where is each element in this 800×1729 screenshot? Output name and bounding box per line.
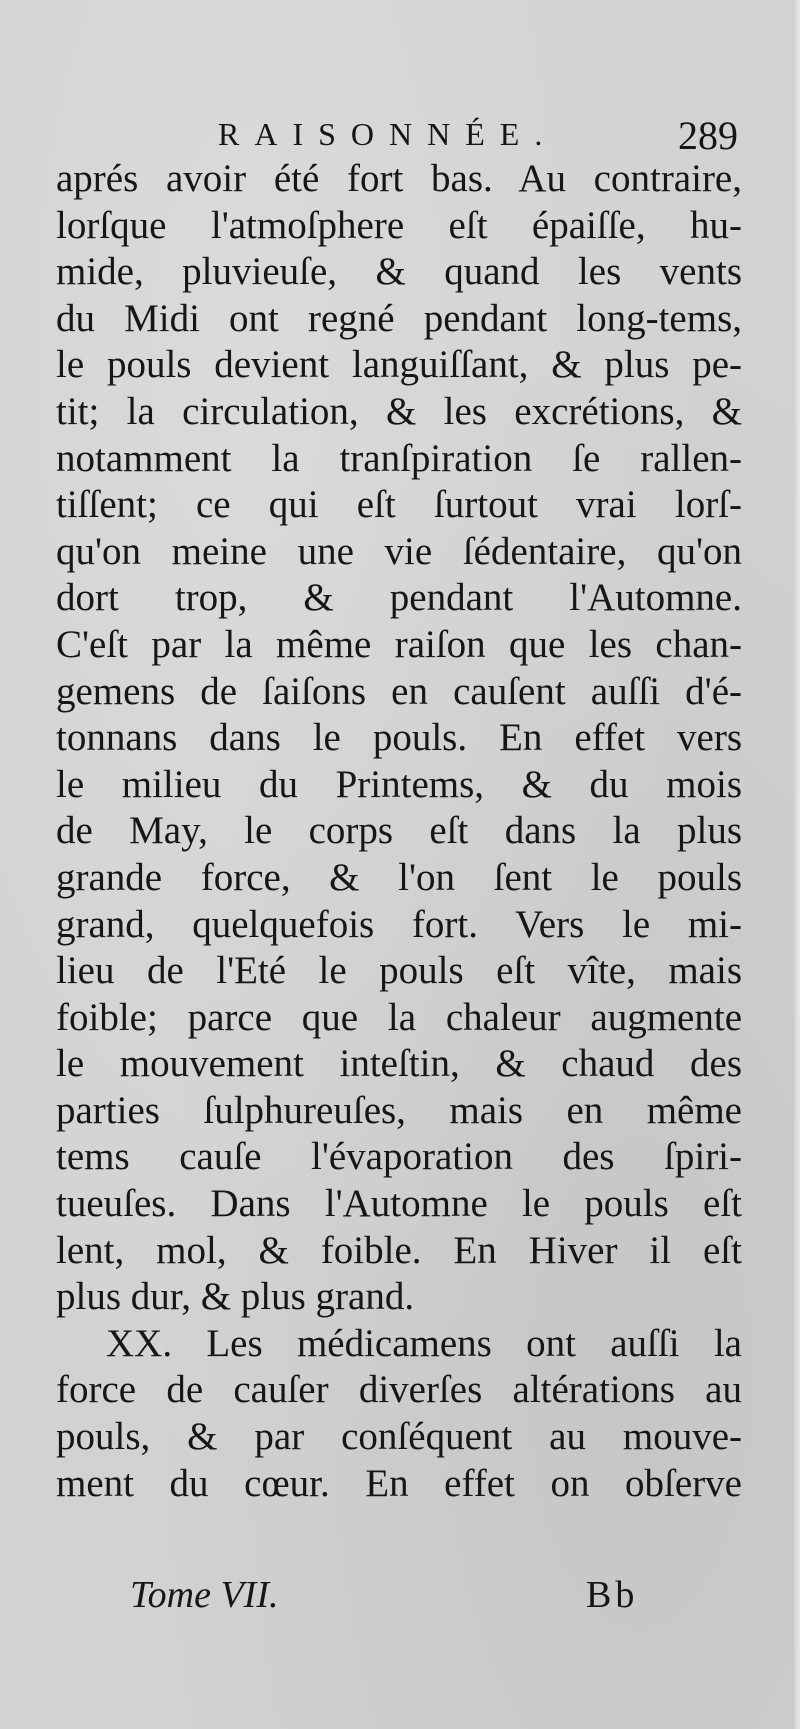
text-line: mide, pluvieuſe, & quand les vents — [56, 250, 742, 294]
page-number: 289 — [678, 113, 738, 158]
body-text — [56, 156, 742, 1507]
text-line: tonnans dans le pouls. En effet vers — [56, 716, 742, 760]
page-edge — [794, 0, 800, 1729]
text-line: tueuſes. Dans l'Automne le pouls eſt — [56, 1182, 742, 1226]
text-line: qu'on meine une vie ſédentaire, qu'on — [56, 529, 742, 573]
text-line: notamment la tranſpiration ſe rallen- — [56, 436, 742, 480]
paragraph-end-line: plus dur, & plus grand. — [56, 1275, 415, 1319]
text-line: lent, mol, & foible. En Hiver il eſt — [56, 1228, 742, 1272]
text-line: lorſque l'atmoſphere eſt épaiſſe, hu- — [56, 203, 742, 247]
text-line: dort trop, & pendant l'Automne. — [56, 576, 742, 620]
text-line: ment du cœur. En effet on obſerve — [56, 1461, 742, 1505]
text-line: le milieu du Printems, & du mois — [56, 762, 742, 806]
text-line: grande force, & l'on ſent le pouls — [56, 855, 742, 899]
text-line: le pouls devient languiſſant, & plus pe- — [56, 343, 742, 387]
text-line: aprés avoir été fort bas. Au contraire, — [56, 157, 742, 200]
page-header — [58, 112, 738, 160]
text-line: lieu de l'Eté le pouls eſt vîte, mais — [56, 949, 742, 993]
text-line: foible; parce que la chaleur augmente — [56, 995, 742, 1039]
page-footer — [130, 1573, 670, 1621]
text-line: gemens de ſaiſons en cauſent auſſi d'é- — [56, 669, 742, 713]
text-line: force de cauſer diverſes altérations au — [56, 1368, 742, 1412]
text-line: tems cauſe l'évaporation des ſpiri- — [56, 1135, 742, 1179]
signature-mark: Bb — [586, 1574, 639, 1616]
text-line: tiſſent; ce qui eſt ſurtout vrai lorſ- — [56, 483, 742, 527]
volume-label: Tome VII. — [130, 1574, 279, 1616]
text-line: le mouvement inteſtin, & chaud des — [56, 1042, 742, 1086]
text-line: tit; la circulation, & les excrétions, & — [56, 389, 742, 433]
text-line: C'eſt par la même raiſon que les chan- — [56, 622, 742, 666]
text-line: du Midi ont regné pendant long-tems, — [56, 296, 742, 340]
text-line: pouls, & par conſéquent au mouve- — [56, 1415, 742, 1459]
running-title: RAISONNÉE. — [218, 116, 558, 152]
section-start-line: XX. Les médicamens ont auſſi la — [106, 1321, 742, 1365]
text-line: de May, le corps eſt dans la plus — [56, 809, 742, 853]
text-line: parties ſulphureuſes, mais en même — [56, 1088, 742, 1132]
text-line: grand, quelquefois fort. Vers le mi- — [56, 902, 742, 946]
